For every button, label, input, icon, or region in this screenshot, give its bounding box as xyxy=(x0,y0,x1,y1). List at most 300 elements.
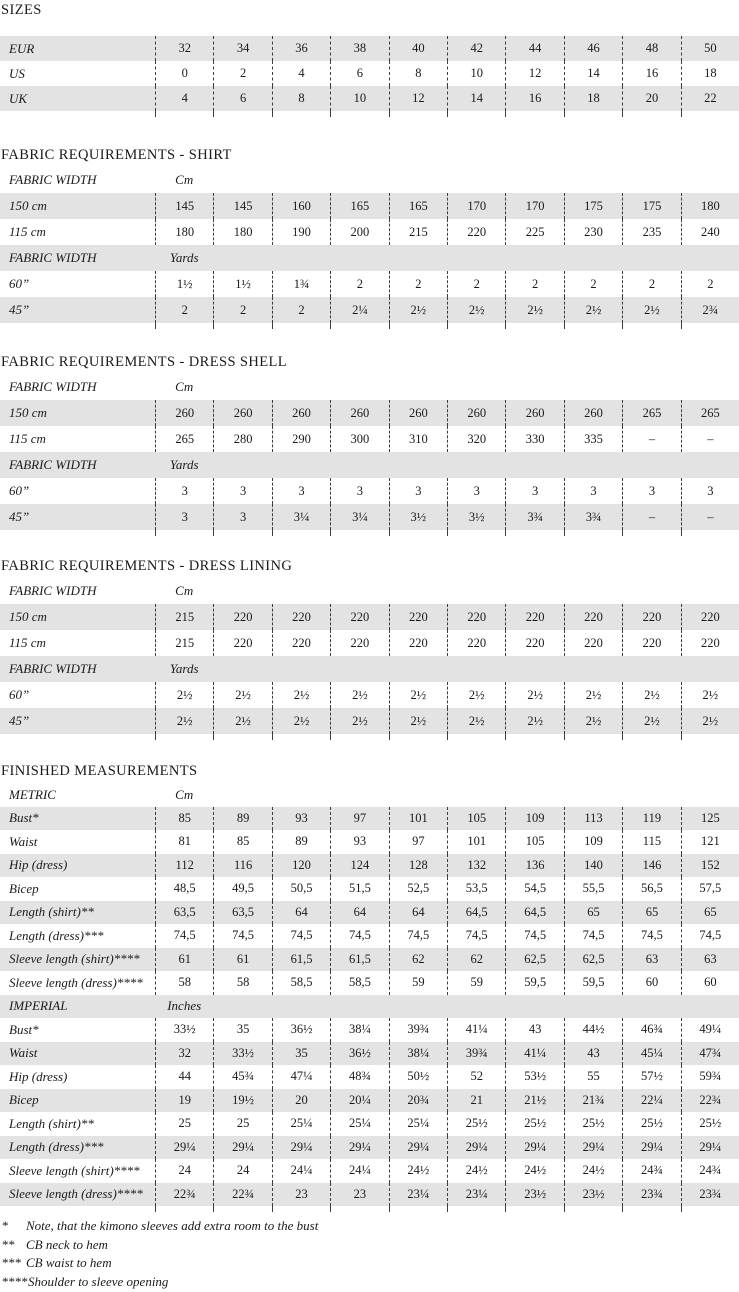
value-cell: 220 xyxy=(622,630,680,656)
fabric-dress-shell-table xyxy=(0,374,739,536)
table-row xyxy=(0,504,739,530)
value-cell: 25½ xyxy=(622,1112,680,1136)
tick-cell xyxy=(505,734,563,740)
value-cell: 2½ xyxy=(389,682,447,708)
value-cell: 29¼ xyxy=(447,1136,505,1160)
value-cell: 64,5 xyxy=(505,901,563,925)
value-cell: 39¾ xyxy=(389,1018,447,1042)
value-cell: 46¾ xyxy=(622,1018,680,1042)
value-cell: 2½ xyxy=(505,708,563,734)
value-cell: 62 xyxy=(389,948,447,972)
value-cell: 105 xyxy=(505,830,563,854)
value-cell: 33½ xyxy=(155,1018,213,1042)
tick-cell xyxy=(681,111,739,117)
value-cell: 47¼ xyxy=(272,1065,330,1089)
row-label: 150 cm xyxy=(9,405,47,420)
table-bottom-ticks xyxy=(0,111,739,117)
value-cell: 265 xyxy=(155,426,213,452)
value-cell: 29¼ xyxy=(213,1136,271,1160)
row-label: UK xyxy=(9,90,28,106)
value-cell: 60 xyxy=(622,971,680,995)
value-cell: 119 xyxy=(622,807,680,831)
value-cell: 220 xyxy=(505,604,563,630)
value-cell: 61 xyxy=(155,948,213,972)
value-cell: 59,5 xyxy=(505,971,563,995)
value-cell: 20 xyxy=(272,1089,330,1113)
unit-label: Cm xyxy=(175,786,194,802)
table-row xyxy=(0,36,739,61)
table-row xyxy=(0,708,739,734)
value-cell: 58 xyxy=(155,971,213,995)
value-cell: 220 xyxy=(389,630,447,656)
tick-cell xyxy=(389,323,447,329)
value-cell: 2½ xyxy=(564,708,622,734)
row-label: Waist xyxy=(9,833,38,849)
value-cell: 124 xyxy=(330,854,388,878)
value-cell: 22 xyxy=(681,86,739,111)
value-cell: 3¼ xyxy=(272,504,330,530)
value-cell: 160 xyxy=(272,193,330,219)
finished-measurements-table xyxy=(0,783,739,1212)
value-cell: 235 xyxy=(622,219,680,245)
unit-header-row xyxy=(0,783,739,807)
fabric-shirt-table xyxy=(0,167,739,329)
row-label: 60” xyxy=(9,687,30,702)
value-cell: 2 xyxy=(213,297,271,323)
value-cell: 74,5 xyxy=(681,924,739,948)
table-row xyxy=(0,1112,739,1136)
value-cell: 32 xyxy=(155,36,213,61)
tick-cell xyxy=(272,323,330,329)
table-row xyxy=(0,219,739,245)
value-cell: 2 xyxy=(330,271,388,297)
tick-cell xyxy=(564,111,622,117)
value-cell: 2½ xyxy=(622,297,680,323)
unit-header-row xyxy=(0,245,739,271)
value-cell: 29¼ xyxy=(564,1136,622,1160)
value-cell: 46 xyxy=(564,36,622,61)
tick-cell xyxy=(564,1206,622,1212)
value-cell: 45¼ xyxy=(622,1042,680,1066)
value-cell: 25 xyxy=(155,1112,213,1136)
unit-label: Yards xyxy=(169,661,199,676)
tick-cell xyxy=(155,530,213,536)
value-cell: 50 xyxy=(681,36,739,61)
value-cell: 61,5 xyxy=(272,948,330,972)
row-label: Bust* xyxy=(9,810,39,826)
unit-label: Yards xyxy=(169,250,199,265)
tick-cell xyxy=(272,1206,330,1212)
value-cell: 125 xyxy=(681,807,739,831)
value-cell: 265 xyxy=(681,400,739,426)
value-cell: 52,5 xyxy=(389,877,447,901)
value-cell: 2½ xyxy=(681,682,739,708)
value-cell: 260 xyxy=(330,400,388,426)
value-cell: 22¾ xyxy=(213,1183,271,1207)
value-cell: – xyxy=(681,504,739,530)
row-label: 115 cm xyxy=(9,224,46,239)
tick-cell xyxy=(389,1206,447,1212)
value-cell: 12 xyxy=(505,61,563,86)
unit-label: Cm xyxy=(175,583,194,598)
value-cell: 63 xyxy=(622,948,680,972)
value-cell: 220 xyxy=(447,604,505,630)
value-cell: 24¼ xyxy=(272,1159,330,1183)
value-cell: 25½ xyxy=(447,1112,505,1136)
row-label: Hip (dress) xyxy=(9,857,68,873)
value-cell: 22¾ xyxy=(155,1183,213,1207)
value-cell: 8 xyxy=(272,86,330,111)
tick-cell xyxy=(622,111,680,117)
value-cell: 29¼ xyxy=(681,1136,739,1160)
value-cell: 115 xyxy=(622,830,680,854)
value-cell: 55,5 xyxy=(564,877,622,901)
value-cell: 215 xyxy=(155,630,213,656)
value-cell: 44 xyxy=(505,36,563,61)
unit-header-row xyxy=(0,578,739,604)
row-label: 150 cm xyxy=(9,609,47,624)
table-bottom-ticks xyxy=(0,1206,739,1212)
tick-cell xyxy=(447,734,505,740)
value-cell: 20¾ xyxy=(389,1089,447,1113)
value-cell: 101 xyxy=(389,807,447,831)
sizes-table xyxy=(0,36,739,117)
unit-label: Inches xyxy=(167,998,202,1014)
value-cell: 58 xyxy=(213,971,271,995)
value-cell: 29¼ xyxy=(505,1136,563,1160)
value-cell: 23 xyxy=(272,1183,330,1207)
value-cell: 4 xyxy=(272,61,330,86)
value-cell: 41¼ xyxy=(505,1042,563,1066)
value-cell: 2½ xyxy=(447,682,505,708)
value-cell: 59 xyxy=(389,971,447,995)
table-row xyxy=(0,971,739,995)
value-cell: 220 xyxy=(272,630,330,656)
row-label: FABRIC WIDTH xyxy=(9,661,97,676)
section-sizes xyxy=(0,2,739,117)
value-cell: 260 xyxy=(213,400,271,426)
value-cell: 2½ xyxy=(213,682,271,708)
value-cell: 113 xyxy=(564,807,622,831)
value-cell: 63 xyxy=(681,948,739,972)
value-cell: 23 xyxy=(330,1183,388,1207)
footnote-sleeve-length xyxy=(0,1273,739,1292)
value-cell: 0 xyxy=(155,61,213,86)
value-cell: 190 xyxy=(272,219,330,245)
value-cell: 52 xyxy=(447,1065,505,1089)
value-cell: 63,5 xyxy=(213,901,271,925)
tick-cell xyxy=(622,530,680,536)
value-cell: 62 xyxy=(447,948,505,972)
value-cell: 2 xyxy=(272,297,330,323)
value-cell: – xyxy=(681,426,739,452)
value-cell: 6 xyxy=(213,86,271,111)
fabric-dress-lining-table xyxy=(0,578,739,740)
value-cell: 3 xyxy=(447,478,505,504)
value-cell: 59¾ xyxy=(681,1065,739,1089)
tick-cell xyxy=(681,530,739,536)
value-cell: 2½ xyxy=(622,708,680,734)
section-title-fabric-shirt: FABRIC REQUIREMENTS - SHIRT xyxy=(1,147,232,163)
value-cell: 74,5 xyxy=(447,924,505,948)
value-cell: 2½ xyxy=(155,682,213,708)
row-label: Hip (dress) xyxy=(9,1068,68,1084)
value-cell: 44 xyxy=(155,1065,213,1089)
value-cell: 2 xyxy=(622,271,680,297)
value-cell: 14 xyxy=(447,86,505,111)
value-cell: 23¾ xyxy=(681,1183,739,1207)
value-cell: 3 xyxy=(213,478,271,504)
value-cell: 2½ xyxy=(447,297,505,323)
tick-cell xyxy=(155,734,213,740)
row-label: IMPERIAL xyxy=(9,998,68,1014)
table-row xyxy=(0,924,739,948)
value-cell: 51,5 xyxy=(330,877,388,901)
value-cell: 220 xyxy=(389,604,447,630)
value-cell: 53,5 xyxy=(447,877,505,901)
value-cell: 4 xyxy=(155,86,213,111)
value-cell: 180 xyxy=(213,219,271,245)
value-cell: 2½ xyxy=(272,682,330,708)
table-row xyxy=(0,1065,739,1089)
value-cell: 2½ xyxy=(564,682,622,708)
tick-cell xyxy=(447,1206,505,1212)
tick-cell xyxy=(447,323,505,329)
value-cell: 265 xyxy=(622,400,680,426)
value-cell: 220 xyxy=(330,630,388,656)
value-cell: 34 xyxy=(213,36,271,61)
value-cell: 64 xyxy=(272,901,330,925)
value-cell: 2½ xyxy=(155,708,213,734)
value-cell: 200 xyxy=(330,219,388,245)
tick-cell xyxy=(505,323,563,329)
value-cell: 19 xyxy=(155,1089,213,1113)
value-cell: 2 xyxy=(505,271,563,297)
row-label: EUR xyxy=(9,40,35,56)
tick-cell xyxy=(213,1206,271,1212)
value-cell: 310 xyxy=(389,426,447,452)
table-row xyxy=(0,193,739,219)
tick-cell xyxy=(213,530,271,536)
tick-cell xyxy=(564,323,622,329)
tick-cell xyxy=(622,323,680,329)
tick-cell xyxy=(330,323,388,329)
value-cell: 59,5 xyxy=(564,971,622,995)
value-cell: 105 xyxy=(447,807,505,831)
value-cell: 20¼ xyxy=(330,1089,388,1113)
value-cell: 260 xyxy=(447,400,505,426)
value-cell: 39¾ xyxy=(447,1042,505,1066)
table-row xyxy=(0,271,739,297)
value-cell: 56,5 xyxy=(622,877,680,901)
value-cell: 220 xyxy=(564,604,622,630)
value-cell: 3 xyxy=(330,478,388,504)
value-cell: 10 xyxy=(447,61,505,86)
tick-cell xyxy=(213,323,271,329)
row-label: Bicep xyxy=(9,880,39,896)
value-cell: 220 xyxy=(213,630,271,656)
table-row xyxy=(0,1159,739,1183)
value-cell: 23¼ xyxy=(389,1183,447,1207)
value-cell: 29¼ xyxy=(155,1136,213,1160)
value-cell: 109 xyxy=(505,807,563,831)
row-label: Bicep xyxy=(9,1092,39,1108)
value-cell: 128 xyxy=(389,854,447,878)
tick-cell xyxy=(505,530,563,536)
value-cell: 165 xyxy=(389,193,447,219)
row-label: FABRIC WIDTH xyxy=(9,250,97,265)
value-cell: 21 xyxy=(447,1089,505,1113)
value-cell: 25¼ xyxy=(272,1112,330,1136)
value-cell: 48,5 xyxy=(155,877,213,901)
table-row xyxy=(0,400,739,426)
value-cell: 2½ xyxy=(622,682,680,708)
value-cell: 65 xyxy=(564,901,622,925)
value-cell: 93 xyxy=(272,807,330,831)
value-cell: 175 xyxy=(564,193,622,219)
tick-cell xyxy=(681,323,739,329)
value-cell: 170 xyxy=(447,193,505,219)
value-cell: 2 xyxy=(681,271,739,297)
value-cell: 61,5 xyxy=(330,948,388,972)
value-cell: 25½ xyxy=(564,1112,622,1136)
row-label: 45” xyxy=(9,509,30,524)
value-cell: 25½ xyxy=(505,1112,563,1136)
section-title-fabric-dress-lining: FABRIC REQUIREMENTS - DRESS LINING xyxy=(1,558,293,574)
unit-header-row xyxy=(0,452,739,478)
value-cell: 49¼ xyxy=(681,1018,739,1042)
table-row xyxy=(0,478,739,504)
value-cell: 41¼ xyxy=(447,1018,505,1042)
table-row xyxy=(0,901,739,925)
value-cell: 97 xyxy=(330,807,388,831)
value-cell: 22¾ xyxy=(681,1089,739,1113)
tick-cell xyxy=(155,1206,213,1212)
value-cell: 58,5 xyxy=(272,971,330,995)
value-cell: 116 xyxy=(213,854,271,878)
value-cell: 50½ xyxy=(389,1065,447,1089)
value-cell: 57½ xyxy=(622,1065,680,1089)
value-cell: 74,5 xyxy=(272,924,330,948)
value-cell: 64 xyxy=(389,901,447,925)
tick-cell xyxy=(447,111,505,117)
value-cell: 2 xyxy=(155,297,213,323)
value-cell: 58,5 xyxy=(330,971,388,995)
value-cell: 1½ xyxy=(213,271,271,297)
value-cell: 170 xyxy=(505,193,563,219)
value-cell: 3 xyxy=(622,478,680,504)
row-label: Bust* xyxy=(9,1021,39,1037)
value-cell: 23¼ xyxy=(447,1183,505,1207)
value-cell: 47¾ xyxy=(681,1042,739,1066)
value-cell: 220 xyxy=(681,630,739,656)
unit-header-row xyxy=(0,656,739,682)
value-cell: 2½ xyxy=(389,297,447,323)
value-cell: 215 xyxy=(155,604,213,630)
row-label: 60” xyxy=(9,483,30,498)
value-cell: 2¼ xyxy=(330,297,388,323)
row-label: 45” xyxy=(9,302,30,317)
value-cell: 8 xyxy=(389,61,447,86)
value-cell: 335 xyxy=(564,426,622,452)
value-cell: 2½ xyxy=(330,682,388,708)
value-cell: 29¼ xyxy=(622,1136,680,1160)
unit-label: Yards xyxy=(169,457,199,472)
value-cell: 38¼ xyxy=(330,1018,388,1042)
section-fabric-dress-lining xyxy=(0,558,739,740)
value-cell: 85 xyxy=(213,830,271,854)
value-cell: 2¾ xyxy=(681,297,739,323)
section-fabric-dress-shell xyxy=(0,354,739,536)
value-cell: 14 xyxy=(564,61,622,86)
value-cell: 24 xyxy=(155,1159,213,1183)
value-cell: 18 xyxy=(681,61,739,86)
value-cell: 48 xyxy=(622,36,680,61)
tick-cell xyxy=(213,734,271,740)
table-row xyxy=(0,426,739,452)
value-cell: 3½ xyxy=(447,504,505,530)
row-label: 45” xyxy=(9,713,30,728)
section-title-finished-measurements: FINISHED MEASUREMENTS xyxy=(1,763,198,779)
footnote-text: CB waist to hem xyxy=(26,1255,112,1270)
value-cell: 260 xyxy=(155,400,213,426)
row-label: Sleeve length (shirt)**** xyxy=(9,951,140,967)
table-row xyxy=(0,630,739,656)
table-row xyxy=(0,682,739,708)
unit-label: Cm xyxy=(175,379,194,394)
row-label: Length (shirt)** xyxy=(9,904,94,920)
value-cell: 3 xyxy=(155,504,213,530)
value-cell: 43 xyxy=(564,1042,622,1066)
value-cell: 220 xyxy=(447,219,505,245)
row-label: Sleeve length (shirt)**** xyxy=(9,1162,140,1178)
value-cell: 36½ xyxy=(272,1018,330,1042)
value-cell: 65 xyxy=(622,901,680,925)
footnote-dress-length xyxy=(0,1254,739,1273)
value-cell: 260 xyxy=(272,400,330,426)
value-cell: 12 xyxy=(389,86,447,111)
value-cell: 24½ xyxy=(564,1159,622,1183)
footnote-shirt-length xyxy=(0,1236,739,1255)
value-cell: 3 xyxy=(389,478,447,504)
value-cell: 23½ xyxy=(505,1183,563,1207)
table-row xyxy=(0,1042,739,1066)
value-cell: 74,5 xyxy=(330,924,388,948)
value-cell: 74,5 xyxy=(389,924,447,948)
value-cell: 64,5 xyxy=(447,901,505,925)
value-cell: 3¾ xyxy=(564,504,622,530)
value-cell: – xyxy=(622,504,680,530)
tick-cell xyxy=(272,111,330,117)
value-cell: 240 xyxy=(681,219,739,245)
footnote-text: Note, that the kimono sleeves add extra room to the bust xyxy=(26,1218,319,1233)
value-cell: 136 xyxy=(505,854,563,878)
value-cell: 300 xyxy=(330,426,388,452)
value-cell: 74,5 xyxy=(155,924,213,948)
value-cell: 18 xyxy=(564,86,622,111)
table-row xyxy=(0,1018,739,1042)
value-cell: 20 xyxy=(622,86,680,111)
table-row xyxy=(0,948,739,972)
value-cell: 220 xyxy=(505,630,563,656)
value-cell: 260 xyxy=(505,400,563,426)
value-cell: 25 xyxy=(213,1112,271,1136)
value-cell: 220 xyxy=(213,604,271,630)
value-cell: 3 xyxy=(505,478,563,504)
value-cell: 3 xyxy=(155,478,213,504)
footnote-marker: * xyxy=(2,1218,9,1233)
table-row xyxy=(0,877,739,901)
